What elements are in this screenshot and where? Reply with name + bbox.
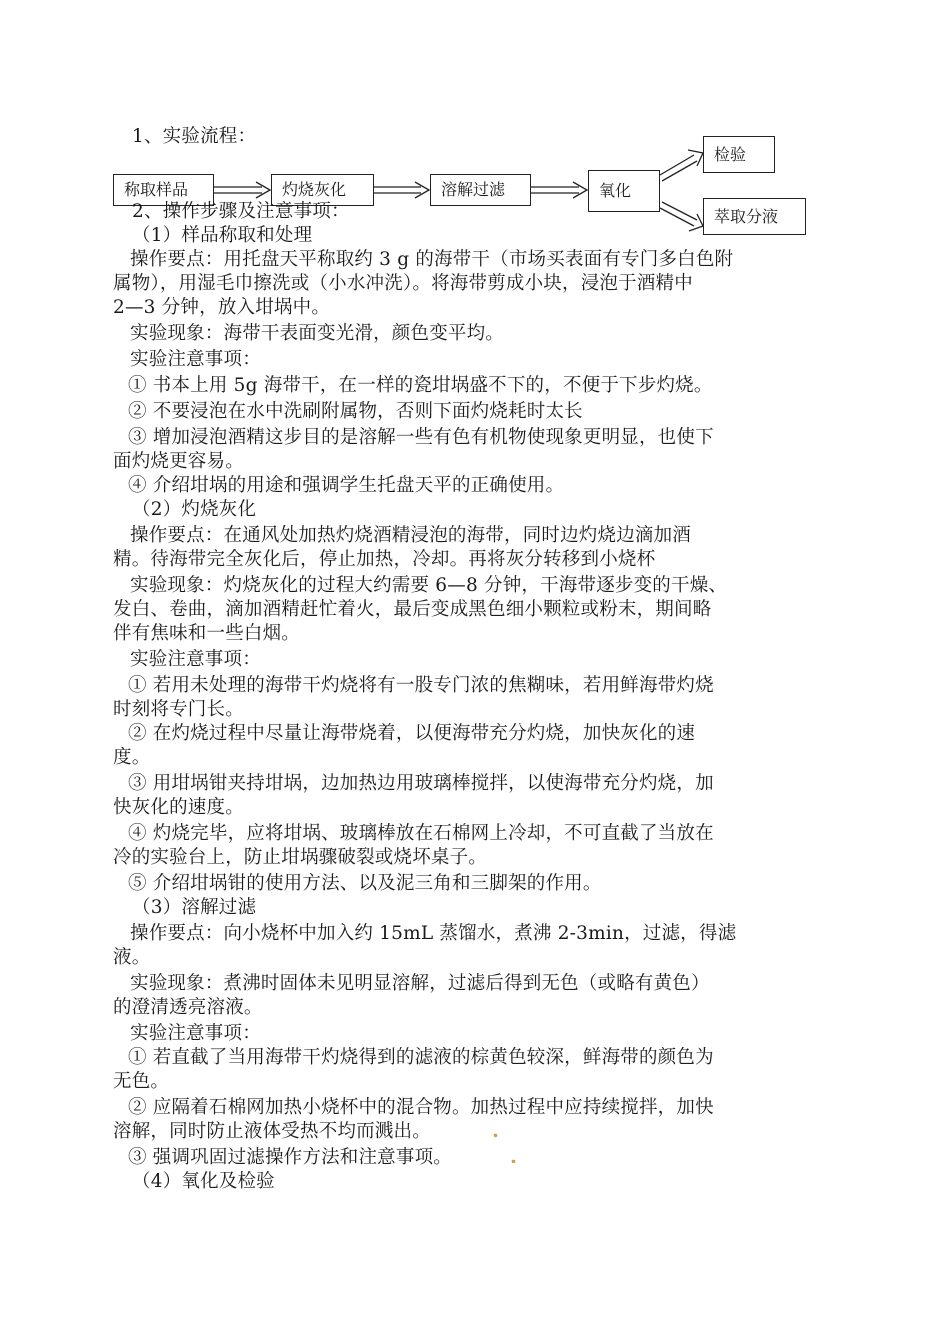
text-line: ② 应隔着石棉网加热小烧杯中的混合物。加热过程中应持续搅拌，加快 [128,1097,714,1118]
text-line: （4）氧化及检验 [132,1171,275,1192]
text-line: （2）灼烧灰化 [132,499,257,520]
text-line: 溶解，同时防止液体受热不均而溅出。 [113,1121,431,1142]
text-line: 2、操作步骤及注意事项： [132,201,350,222]
flow-step-label: 灼烧灰化 [282,180,347,199]
flow-step-label: 萃取分液 [714,206,779,226]
flow-step-label: 氧化 [599,181,632,200]
text-line: 度。 [113,747,151,768]
text-line: （3）溶解过滤 [132,897,257,918]
text-line: ③ 用坩埚钳夹持坩埚，边加热边用玻璃棒搅拌，以使海带充分灼烧，加 [128,773,714,794]
text-line: ④ 介绍坩埚的用途和强调学生托盘天平的正确使用。 [128,475,565,496]
text-line: 时刻将专门长。 [113,699,244,720]
text-line: 操作要点：向小烧杯中加入约 15mL 蒸馏水，煮沸 2-3min，过滤，得滤 [130,923,737,944]
section-heading: 1、实验流程： [132,126,257,147]
text-line: 冷的实验台上，防止坩埚骤破裂或烧坏桌子。 [113,847,488,868]
flow-step-test [703,136,775,173]
text-line: 精。待海带完全灰化后，停止加热，冷却。再将灰分转移到小烧杯 [113,549,656,570]
text-line: 快灰化的速度。 [113,797,244,818]
text-line: 操作要点：在通风处加热灼烧酒精浸泡的海带，同时边灼烧边滴加酒 [130,525,692,546]
text-line: 实验注意事项： [130,349,261,370]
text-line: 2—3 分钟，放入坩埚中。 [113,297,331,318]
flow-step-label: 检验 [714,144,747,164]
text-line: ① 若用未处理的海带干灼烧将有一股专门浓的焦糊味，若用鲜海带灼烧 [128,675,714,696]
flow-step-label: 称取样品 [124,180,189,199]
text-line: ③ 强调巩固过滤操作方法和注意事项。 [128,1147,452,1168]
text-line: ③ 增加浸泡酒精这步目的是溶解一些有色有机物使现象更明显，也使下 [128,427,714,448]
text-line: ⑤ 介绍坩埚钳的使用方法、以及泥三角和三脚架的作用。 [128,873,602,894]
text-line: 实验注意事项： [130,1023,261,1044]
text-line: ① 书本上用 5g 海带干，在一样的瓷坩埚盛不下的，不便于下步灼烧。 [128,375,713,396]
text-line: 实验现象：海带干表面变光滑，颜色变平均。 [130,323,505,344]
text-line: 实验注意事项： [130,649,261,670]
text-line: 的澄清透亮溶液。 [113,997,263,1018]
text-line: ② 在灼烧过程中尽量让海带烧着，以便海带充分灼烧，加快灰化的速 [128,723,696,744]
text-line: 实验现象：灼烧灰化的过程大约需要 6—8 分钟，干海带逐步变的干燥、 [130,575,728,596]
text-line: 属物），用湿毛巾擦洗或（小水冲洗）。将海带剪成小块，浸泡于酒精中 [113,273,693,294]
text-line: ② 不要浸泡在水中洗刷附属物，否则下面灼烧耗时太长 [128,401,583,422]
stray-dot: . [510,1144,517,1168]
text-line: 实验现象：煮沸时固体未见明显溶解，过滤后得到无色（或略有黄色） [130,973,710,994]
text-line: 无色。 [113,1071,170,1092]
text-line: 面灼烧更容易。 [113,451,244,472]
text-line: 液。 [113,947,151,968]
text-line: （1）样品称取和处理 [132,225,313,246]
flow-step-label: 溶解过滤 [441,180,506,199]
text-line: 发白、卷曲，滴加酒精赶忙着火，最后变成黑色细小颗粒或粉末，期间略 [113,599,712,620]
text-line: 伴有焦味和一些白烟。 [113,623,301,644]
text-line: ④ 灼烧完毕，应将坩埚、玻璃棒放在石棉网上冷却，不可直截了当放在 [128,823,714,844]
stray-dot: . [492,1118,499,1142]
text-line: 操作要点：用托盘天平称取约 3 g 的海带干（市场买表面有专门多白色附 [130,249,734,270]
text-line: ① 若直截了当用海带干灼烧得到的滤液的棕黄色较深，鲜海带的颜色为 [128,1047,714,1068]
